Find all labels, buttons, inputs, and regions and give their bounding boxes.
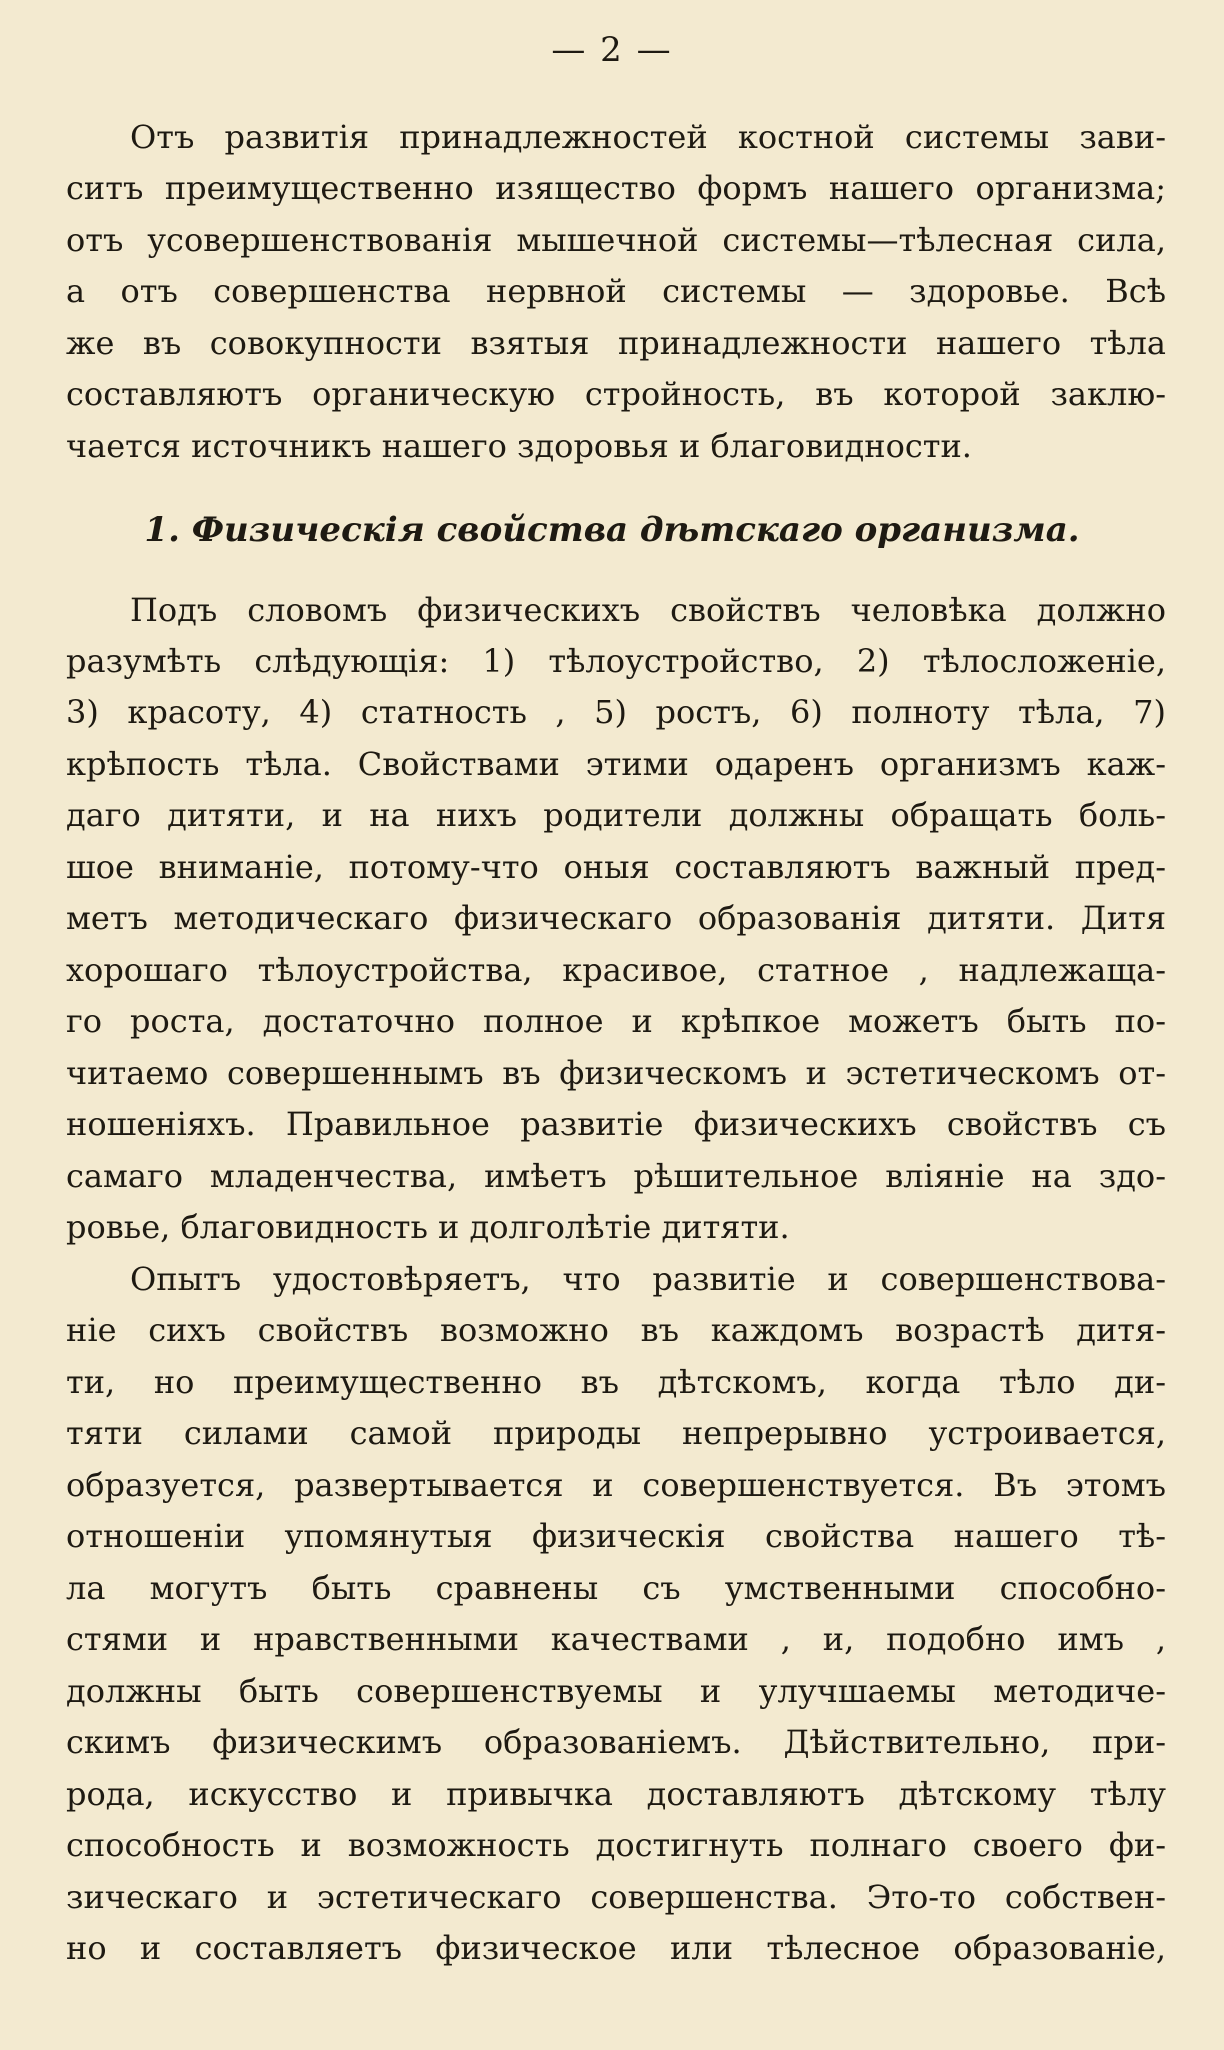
text-line: ситъ преимущественно изящество формъ нашего организма;: [66, 169, 1166, 207]
text-line: скимъ физическимъ образованіемъ. Дѣйствительно, при-: [66, 1723, 1166, 1761]
text-line: же въ совокупности взятыя принадлежности нашего тѣла: [66, 324, 1166, 362]
text-line: тяти силами самой природы непрерывно устроивается,: [66, 1414, 1166, 1452]
text-line: Подъ словомъ физическихъ свойствъ человѣка должно: [130, 591, 1166, 629]
text-line: составляютъ органическую стройность, въ которой заклю-: [66, 375, 1166, 413]
text-line: крѣпость тѣла. Свойствами этими одаренъ организмъ каж-: [66, 745, 1166, 783]
text-line: способность и возможность достигнуть полнаго своего фи-: [66, 1826, 1166, 1864]
text-line: 3) красоту, 4) статность , 5) ростъ, 6) полноту тѣла, 7): [66, 693, 1166, 731]
text-line: ровье, благовидность и долголѣтіе дитяти.: [66, 1208, 790, 1246]
text-line: но и составляетъ физическое или тѣлесное образованіе,: [66, 1929, 1166, 1967]
text-line: го роста, достаточно полное и крѣпкое можетъ быть по-: [66, 1002, 1166, 1040]
text-line: даго дитяти, и на нихъ родители должны обращать боль-: [66, 796, 1166, 834]
text-line: ла могутъ быть сравнены съ умственными способно-: [66, 1569, 1166, 1607]
text-line: хорошаго тѣлоустройства, красивое, статное , надлежаща-: [66, 951, 1166, 989]
text-line: самаго младенчества, имѣетъ рѣшительное вліяніе на здо-: [66, 1157, 1166, 1195]
text-line: ти, но преимущественно въ дѣтскомъ, когда тѣло ди-: [66, 1363, 1166, 1401]
text-line: отъ усовершенствованія мышечной системы—тѣлесная сила,: [66, 221, 1166, 259]
text-line: стями и нравственными качествами , и, подобно имъ ,: [66, 1620, 1166, 1658]
page-number: — 2 —: [551, 30, 673, 70]
text-line: отношеніи упомянутыя физическія свойства нашего тѣ-: [66, 1517, 1166, 1555]
text-line: ношеніяхъ. Правильное развитіе физическихъ свойствъ съ: [66, 1105, 1166, 1143]
text-line: а отъ совершенства нервной системы — здоровье. Всѣ: [66, 272, 1166, 310]
text-line: Отъ развитія принадлежностей костной системы зави-: [130, 118, 1166, 156]
text-line: Опытъ удостовѣряетъ, что развитіе и совершенствова-: [130, 1260, 1166, 1298]
text-line: читаемо совершеннымъ въ физическомъ и эстетическомъ от-: [66, 1054, 1166, 1092]
text-line: образуется, развертывается и совершенствуется. Въ этомъ: [66, 1466, 1166, 1504]
text-line: метъ методическаго физическаго образованія дитяти. Дитя: [66, 899, 1166, 937]
text-line: зическаго и эстетическаго совершенства. Это-то собствен-: [66, 1878, 1166, 1916]
text-line: разумѣть слѣдующія: 1) тѣлоустройство, 2) тѣлосложеніе,: [66, 642, 1166, 680]
text-line: рода, искусство и привычка доставляютъ дѣтскому тѣлу: [66, 1775, 1166, 1813]
text-line: чается источникъ нашего здоровья и благовидности.: [66, 427, 972, 465]
text-line: должны быть совершенствуемы и улучшаемы методиче-: [66, 1672, 1166, 1710]
text-line: ніе сихъ свойствъ возможно въ каждомъ возрастѣ дитя-: [66, 1311, 1166, 1349]
text-line: шое вниманіе, потому-что оныя составляютъ важный пред-: [66, 848, 1166, 886]
section-heading: 1. Физическія свойства дѣтскаго организма.: [144, 510, 1080, 550]
